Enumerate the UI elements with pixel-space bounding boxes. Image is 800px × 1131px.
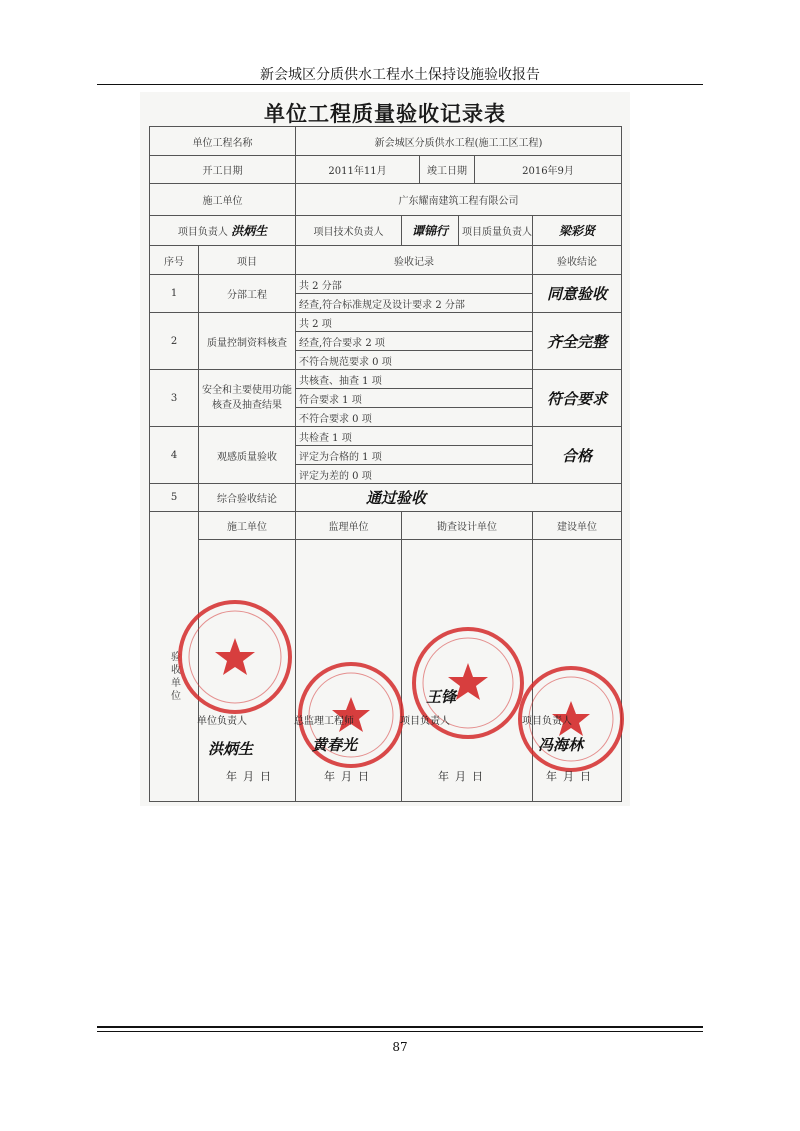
- unit-header-construction: 施工单位: [199, 512, 296, 540]
- unit-header-owner: 建设单位: [533, 512, 622, 540]
- pm-cell: [150, 216, 296, 246]
- pm-signature: 洪炳生: [231, 224, 268, 238]
- signature-supervision: 黄春光: [312, 736, 358, 754]
- start-date-label: 开工日期: [150, 156, 296, 184]
- item-2-conclusion: 齐全完整: [533, 313, 622, 370]
- responsible-row: [150, 216, 622, 246]
- item-2-record-1: 共 2 项: [296, 313, 533, 332]
- date-row: [150, 156, 622, 184]
- col-item-header: 项目: [199, 246, 296, 275]
- item-4-name: 观感质量验收: [199, 427, 296, 484]
- item-4-record-1: 共检查 1 项: [296, 427, 533, 446]
- item-4-conclusion: 合格: [533, 427, 622, 484]
- sign-label-design: 项目负责人: [400, 716, 450, 727]
- page-header: 新会城区分质供水工程水土保持设施验收报告: [260, 67, 540, 83]
- end-date-value: 2016年9月: [475, 156, 622, 184]
- contractor-value: 广东耀南建筑工程有限公司: [296, 184, 622, 216]
- item-4-record-2: 评定为合格的 1 项: [296, 446, 533, 465]
- col-record-header: 验收记录: [296, 246, 533, 275]
- item-5-row: [150, 484, 622, 512]
- item-1-record-1: 共 2 分部: [296, 275, 533, 294]
- item-4-record-3: 评定为差的 0 项: [296, 465, 533, 484]
- quality-lead-signature: 梁彩贤: [533, 216, 622, 246]
- seal-contractor: [176, 598, 294, 716]
- header-rule: [97, 84, 703, 85]
- units-side-label: 验收单位: [171, 652, 181, 702]
- units-header-row: [150, 512, 622, 540]
- sign-label-supervision: 总监理工程师: [294, 716, 354, 727]
- footer-rule: [97, 1026, 703, 1028]
- item-2-row: [150, 313, 622, 332]
- pm-label: 项目负责人: [177, 227, 228, 238]
- end-date-label: 竣工日期: [420, 156, 475, 184]
- date-construction: 年月日: [226, 770, 277, 783]
- item-2-no: 2: [150, 313, 199, 370]
- item-5-no: 5: [150, 484, 199, 512]
- unit-header-supervision: 监理单位: [296, 512, 402, 540]
- date-owner: 年月日: [546, 770, 597, 783]
- sign-label-owner: 项目负责人: [522, 716, 572, 727]
- item-3-record-1: 共核查、抽查 1 项: [296, 370, 533, 389]
- tech-lead-signature: 谭锦行: [402, 216, 459, 246]
- item-1-conclusion: 同意验收: [533, 275, 622, 313]
- item-3-name: 安全和主要使用功能核查及抽查结果: [199, 370, 296, 427]
- item-2-name: 质量控制资料核查: [199, 313, 296, 370]
- item-1-no: 1: [150, 275, 199, 313]
- item-3-no: 3: [150, 370, 199, 427]
- start-date-value: 2011年11月: [296, 156, 420, 184]
- item-1-row: [150, 275, 622, 294]
- unit-header-design: 勘查设计单位: [402, 512, 533, 540]
- quality-lead-label: 项目质量负责人: [459, 216, 533, 246]
- date-design: 年月日: [438, 770, 489, 783]
- item-3-conclusion: 符合要求: [533, 370, 622, 427]
- signature-design: 王锋: [426, 688, 457, 706]
- item-3-record-2: 符合要求 1 项: [296, 389, 533, 408]
- contractor-label: 施工单位: [150, 184, 296, 216]
- item-4-row: [150, 427, 622, 446]
- item-1-record-2: 经查,符合标准规定及设计要求 2 分部: [296, 294, 533, 313]
- item-5-name: 综合验收结论: [199, 484, 296, 512]
- item-3-record-3: 不符合要求 0 项: [296, 408, 533, 427]
- footer-rule-thin: [97, 1031, 703, 1032]
- project-name-value: 新会城区分质供水工程(施工工区工程): [296, 127, 622, 156]
- sign-label-construction: 单位负责人: [197, 716, 247, 727]
- item-4-no: 4: [150, 427, 199, 484]
- contractor-row: [150, 184, 622, 216]
- tech-lead-label: 项目技术负责人: [296, 216, 402, 246]
- project-name-label: 单位工程名称: [150, 127, 296, 156]
- col-no-header: 序号: [150, 246, 199, 275]
- project-name-row: [150, 127, 622, 156]
- item-1-name: 分部工程: [199, 275, 296, 313]
- signature-owner: 冯海林: [538, 736, 584, 754]
- col-conclusion-header: 验收结论: [533, 246, 622, 275]
- item-3-row: [150, 370, 622, 389]
- column-header-row: [150, 246, 622, 275]
- item-2-record-3: 不符合规范要求 0 项: [296, 351, 533, 370]
- item-2-record-2: 经查,符合要求 2 项: [296, 332, 533, 351]
- signature-construction: 洪炳生: [208, 740, 254, 758]
- item-5-conclusion: 通过验收: [296, 484, 622, 512]
- page-number: 87: [392, 1040, 408, 1054]
- date-supervision: 年月日: [324, 770, 375, 783]
- form-title: 单位工程质量验收记录表: [264, 101, 506, 126]
